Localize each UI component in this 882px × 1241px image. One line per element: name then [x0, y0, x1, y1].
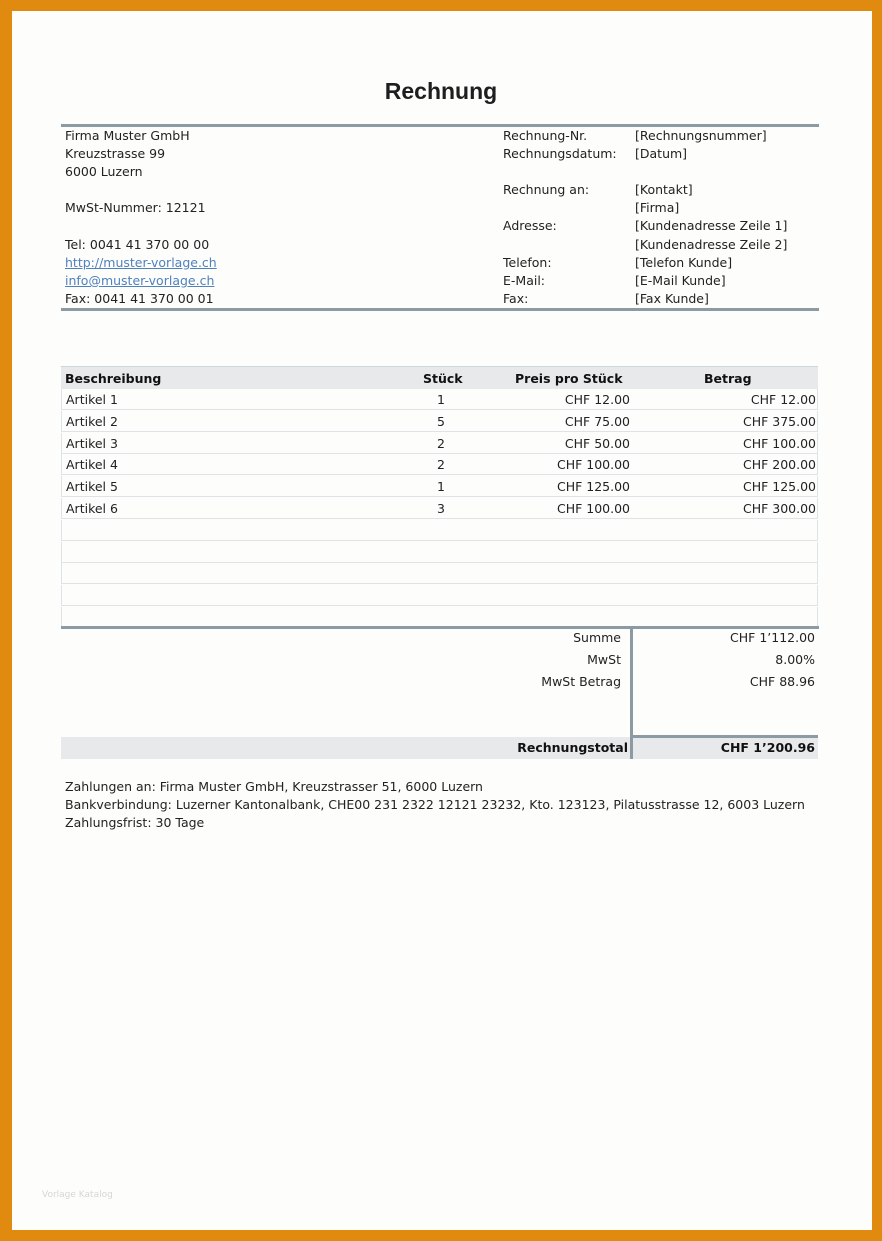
- invoice-date-value: [Datum]: [635, 146, 688, 161]
- table-row: [61, 389, 818, 410]
- vat-rate-value: 8.00%: [775, 652, 815, 667]
- item-amount: CHF 300.00: [742, 501, 816, 516]
- table-row: [61, 476, 818, 497]
- item-amount: CHF 125.00: [742, 479, 816, 495]
- sender-email-link[interactable]: info@muster-vorlage.ch: [65, 273, 215, 288]
- sum-value: CHF 1’112.00: [730, 630, 815, 645]
- client-phone-value: [Telefon Kunde]: [635, 255, 733, 270]
- client-phone-label: Telefon:: [503, 255, 552, 270]
- item-amount: CHF 200.00: [742, 457, 816, 473]
- item-description: Artikel 5: [66, 479, 118, 495]
- totals-divider: [630, 629, 633, 736]
- total-divider: [630, 736, 633, 759]
- item-unit-price: CHF 75.00: [564, 413, 630, 429]
- item-quantity: 1: [437, 392, 445, 407]
- item-quantity: 1: [437, 479, 445, 495]
- watermark: Vorlage Katalog: [42, 1190, 113, 1200]
- table-row: [61, 411, 818, 432]
- client-email-label: E-Mail:: [503, 273, 546, 288]
- vat-rate-label: MwSt: [587, 652, 621, 667]
- vat-amount-value: CHF 88.96: [749, 674, 815, 689]
- table-row: [61, 607, 818, 628]
- address-line-1: [Kundenadresse Zeile 1]: [635, 218, 788, 233]
- page-title: Rechnung: [384, 78, 498, 104]
- table-row: [61, 520, 818, 541]
- table-row: [61, 454, 818, 475]
- payment-terms: Zahlungsfrist: 30 Tage: [65, 815, 205, 830]
- sender-city: 6000 Luzern: [65, 164, 143, 179]
- bill-to-company: [Firma]: [635, 200, 680, 215]
- sender-fax: Fax: 0041 41 370 00 01: [65, 291, 214, 306]
- item-amount: CHF 12.00: [750, 392, 816, 407]
- table-header: [61, 366, 818, 389]
- address-line-2: [Kundenadresse Zeile 2]: [635, 237, 788, 252]
- total-top-rule: [633, 735, 818, 738]
- table-row: [61, 563, 818, 584]
- table-row: [61, 433, 818, 454]
- table-row: [61, 585, 818, 606]
- sender-web-link[interactable]: http://muster-vorlage.ch: [65, 255, 217, 270]
- client-fax-value: [Fax Kunde]: [635, 291, 709, 306]
- header-quantity: Stück: [423, 371, 463, 386]
- header-description: Beschreibung: [65, 371, 162, 386]
- item-amount: CHF 100.00: [742, 435, 816, 451]
- item-description: Artikel 1: [66, 392, 118, 407]
- client-fax-label: Fax:: [503, 291, 529, 306]
- invoice-total-value: CHF 1’200.96: [720, 740, 815, 755]
- header-top-rule: [61, 124, 819, 127]
- item-amount: CHF 375.00: [742, 413, 816, 429]
- table-row: [61, 542, 818, 563]
- client-email-value: [E-Mail Kunde]: [635, 273, 726, 288]
- invoice-date-label: Rechnungsdatum:: [503, 146, 617, 161]
- item-unit-price: CHF 125.00: [556, 479, 630, 495]
- item-description: Artikel 6: [66, 501, 118, 516]
- header-amount: Betrag: [704, 371, 752, 386]
- header-unit-price: Preis pro Stück: [515, 371, 623, 386]
- sum-label: Summe: [573, 630, 621, 645]
- item-unit-price: CHF 50.00: [564, 435, 630, 451]
- address-label: Adresse:: [503, 218, 557, 233]
- table-bottom-rule: [61, 626, 819, 629]
- item-unit-price: CHF 100.00: [556, 457, 630, 473]
- bill-to-label: Rechnung an:: [503, 182, 590, 197]
- item-quantity: 3: [437, 501, 445, 516]
- sender-vat: MwSt-Nummer: 12121: [65, 200, 206, 215]
- invoice-number-label: Rechnung-Nr.: [503, 128, 588, 143]
- table-row: [61, 498, 818, 519]
- item-quantity: 2: [437, 435, 445, 451]
- bill-to-contact: [Kontakt]: [635, 182, 693, 197]
- item-quantity: 5: [437, 413, 445, 429]
- bank-details: Bankverbindung: Luzerner Kantonalbank, CHE00 231 2322 12121 23232, Kto. 123123, Pilatusstrasse 12, 6003 Luzern: [65, 797, 805, 812]
- vat-amount-label: MwSt Betrag: [541, 674, 621, 689]
- sender-street: Kreuzstrasse 99: [65, 146, 166, 161]
- item-description: Artikel 4: [66, 457, 118, 473]
- item-description: Artikel 3: [66, 435, 118, 451]
- sender-company: Firma Muster GmbH: [65, 128, 190, 143]
- payment-to: Zahlungen an: Firma Muster GmbH, Kreuzstrasser 51, 6000 Luzern: [65, 779, 483, 794]
- header-bottom-rule: [61, 308, 819, 311]
- item-unit-price: CHF 12.00: [564, 392, 630, 407]
- invoice-number-value: [Rechnungsnummer]: [635, 128, 767, 143]
- item-unit-price: CHF 100.00: [556, 501, 630, 516]
- item-description: Artikel 2: [66, 413, 118, 429]
- item-quantity: 2: [437, 457, 445, 473]
- invoice-total-label: Rechnungstotal: [517, 740, 628, 755]
- sender-phone: Tel: 0041 41 370 00 00: [65, 237, 210, 252]
